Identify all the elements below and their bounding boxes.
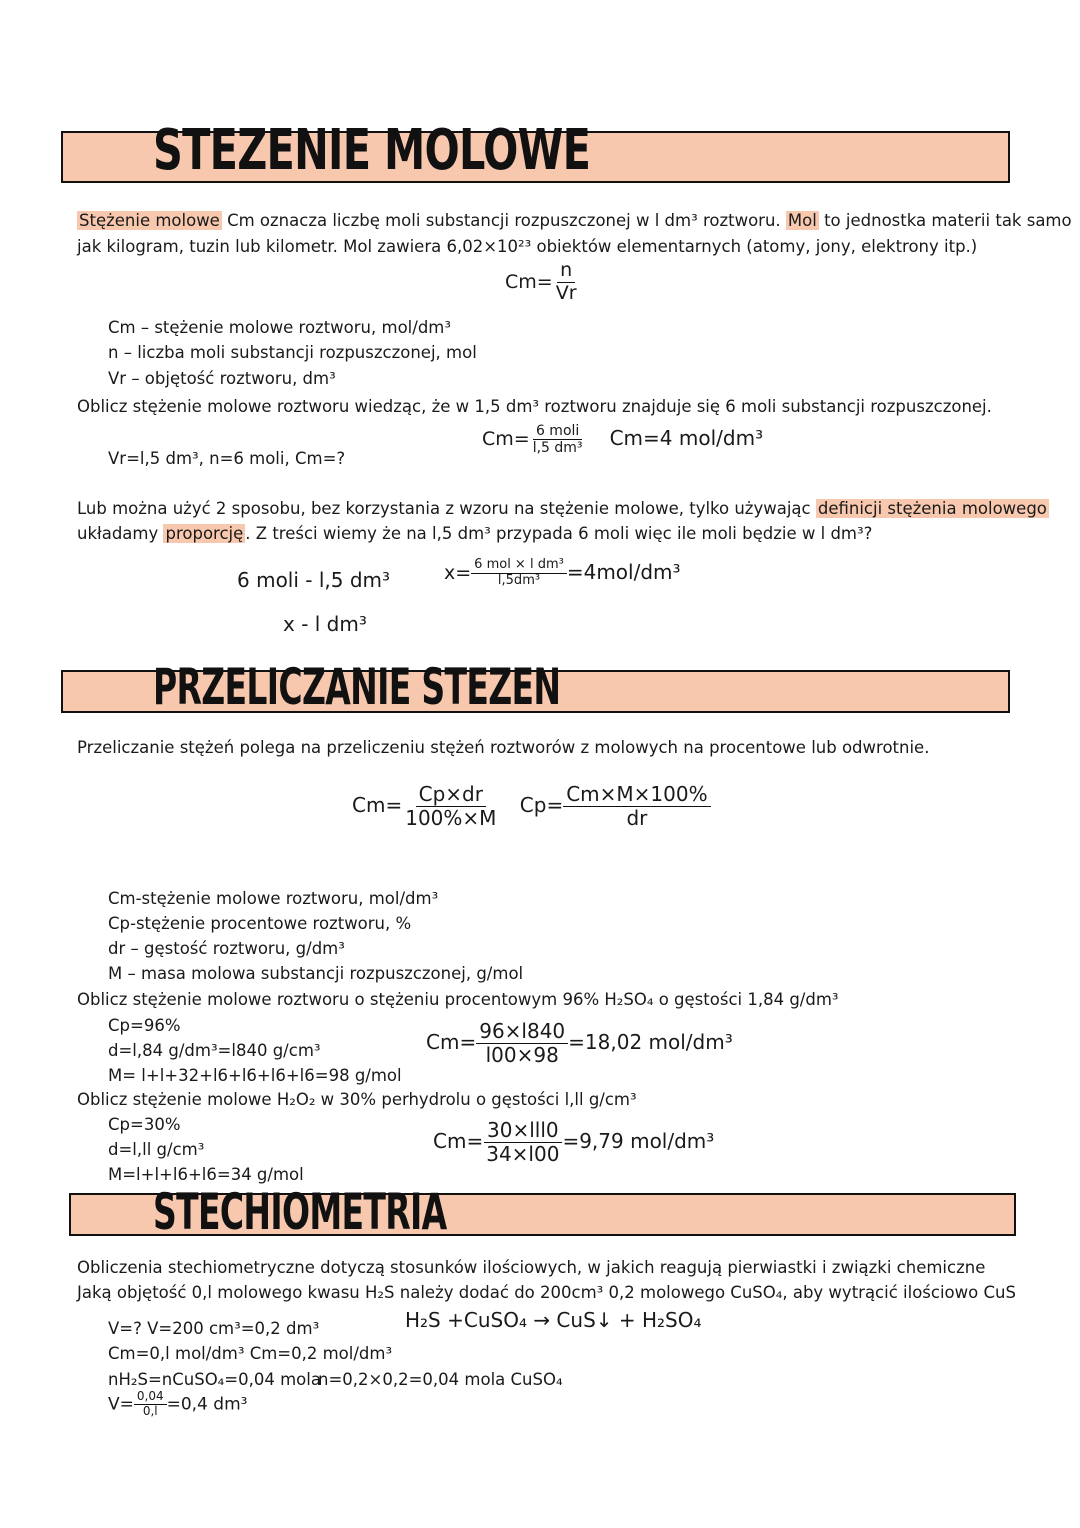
definition: Vr – objętość roztworu, dm³ <box>108 369 336 388</box>
fraction: $\frac{Cp\times dr}{100\%\times M}$ <box>405 782 497 830</box>
calculation: Cm= $\frac{\text{30×lll0}}{34\times l00}$ =9,79 mol/dm³ <box>433 1118 715 1166</box>
paragraph: jak kilogram, tuzin lub kilometr. Mol zawiera 6,02×10²³ obiektów elementarnych (atomy, jony, elektrony itp.) <box>77 237 978 256</box>
given-value: M=l+l+l6+l6=34 g/mol <box>108 1165 304 1184</box>
calculation: V= $\frac{0,04}{0,l}$ =0,4 dm³ <box>108 1389 248 1418</box>
calculation: Cm= $\frac{\text{6 moli}}{\text{l,5 dm³}}$ Cm=4 mol/dm³ <box>482 423 764 457</box>
proportion-line: x - l dm³ <box>283 612 367 636</box>
fraction: $\frac{0,04}{0,l}$ <box>134 1390 167 1419</box>
result: =18,02 mol/dm³ <box>568 1030 733 1054</box>
calculation-line: nH₂S=nCuSO₄=0,04 mola <box>108 1370 321 1389</box>
result: =0,4 dm³ <box>166 1394 248 1415</box>
formula: Cm= $\frac{Cp\times dr}{100\%\times M}$ Cp= $\frac{Cm\times M\times 100\%}{dr}$ <box>352 783 711 830</box>
highlight: definicji stężenia molowego <box>817 499 1047 518</box>
paragraph: układamy proporcję . Z treści wiemy że na l,5 dm³ przypada 6 moli więc ile moli będzie w l dm³? <box>77 524 873 543</box>
definition: Cm – stężenie molowe roztworu, mol/dm³ <box>108 318 451 337</box>
calculation: Cm= $\frac{96\times l840}{l00\times 98}$ =18,02 mol/dm³ <box>426 1019 733 1067</box>
task: Oblicz stężenie molowe roztworu o stężeniu procentowym 96% H₂SO₄ o gęstości 1,84 g/dm³ <box>77 990 839 1009</box>
result: Cm=4 mol/dm³ <box>609 426 764 451</box>
paragraph: Obliczenia stechiometryczne dotyczą stosunków ilościowych, w jakich reagują pierwiastki i związki chemiczne <box>77 1258 986 1277</box>
formula: Cm= $\frac{n}{Vr}$ <box>505 260 580 305</box>
section-title: STECHIOMETRIA <box>153 1183 447 1241</box>
definition: Cp-stężenie procentowe roztworu, % <box>108 914 412 933</box>
result: =9,79 mol/dm³ <box>562 1129 715 1153</box>
definition: Cm-stężenie molowe roztworu, mol/dm³ <box>108 889 439 908</box>
paragraph: Stężenie molowe Cm oznacza liczbę moli substancji rozpuszczonej w l dm³ roztworu. Mol to jednostka materii tak samo <box>79 211 1072 230</box>
proportion-line: 6 moli - l,5 dm³ <box>237 568 391 592</box>
section-title: PRZELICZANIE STEZEN <box>153 658 561 716</box>
given-value: Cp=30% <box>108 1115 181 1134</box>
result: =4mol/dm³ <box>566 559 681 584</box>
fraction: $\frac{n}{Vr}$ <box>555 259 577 304</box>
reaction-equation: H₂S +CuSO₄ → CuS↓ + H₂SO₄ <box>405 1308 702 1332</box>
calculation-line: n=0,2×0,2=0,04 mola CuSO₄ <box>318 1370 563 1389</box>
given-value: V=? V=200 cm³=0,2 dm³ <box>108 1319 320 1338</box>
fraction: $\frac{Cm\times M\times 100\%}{dr}$ <box>563 783 710 830</box>
definition: dr – gęstość roztworu, g/dm³ <box>108 939 345 958</box>
given-value: d=l,ll g/cm³ <box>108 1140 205 1159</box>
highlight: Stężenie molowe <box>79 211 220 230</box>
task: Oblicz stężenie molowe roztworu wiedząc, że w 1,5 dm³ roztworu znajduje się 6 moli substancji rozpuszczonej. <box>77 397 992 416</box>
given-values: Vr=l,5 dm³, n=6 moli, Cm=? <box>108 449 346 468</box>
fraction: $\frac{\text{6 moli}}{\text{l,5 dm³}}$ <box>532 423 583 457</box>
paragraph: Lub można użyć 2 sposobu, bez korzystania z wzoru na stężenie molowe, tylko używając definicji stężenia molowego <box>77 499 1047 518</box>
proportion-calculation: x= $\frac{\text{6 mol × l dm³}}{\text{l,5dm³}}$ =4mol/dm³ <box>444 557 681 588</box>
task: Oblicz stężenie molowe H₂O₂ w 30% perhydrolu o gęstości l,ll g/cm³ <box>77 1090 637 1109</box>
section-title: STEZENIE MOLOWE <box>153 118 591 183</box>
highlight: Mol <box>787 211 817 230</box>
definition: n – liczba moli substancji rozpuszczonej, mol <box>108 343 477 362</box>
fraction: $\frac{\text{6 mol × l dm³}}{\text{l,5dm³}}$ <box>471 558 567 589</box>
highlight: proporcję <box>165 524 244 543</box>
fraction: $\frac{96\times l840}{l00\times 98}$ <box>476 1020 568 1067</box>
definition: M – masa molowa substancji rozpuszczonej, g/mol <box>108 964 524 983</box>
given-value: d=l,84 g/dm³=l840 g/cm³ <box>108 1041 321 1060</box>
paragraph: Przeliczanie stężeń polega na przeliczeniu stężeń roztworów z molowych na procentowe lub odwrotnie. <box>77 738 930 757</box>
given-value: Cm=0,l mol/dm³ Cm=0,2 mol/dm³ <box>108 1344 393 1363</box>
task: Jaką objętość 0,l molowego kwasu H₂S należy dodać do 200cm³ 0,2 molowego CuSO₄, aby wytrącić ilościowo CuS <box>77 1283 1016 1302</box>
fraction: $\frac{\text{30×lll0}}{34\times l00}$ <box>483 1119 562 1166</box>
given-value: Cp=96% <box>108 1016 181 1035</box>
given-value: M= l+l+32+l6+l6+l6+l6=98 g/mol <box>108 1066 402 1085</box>
